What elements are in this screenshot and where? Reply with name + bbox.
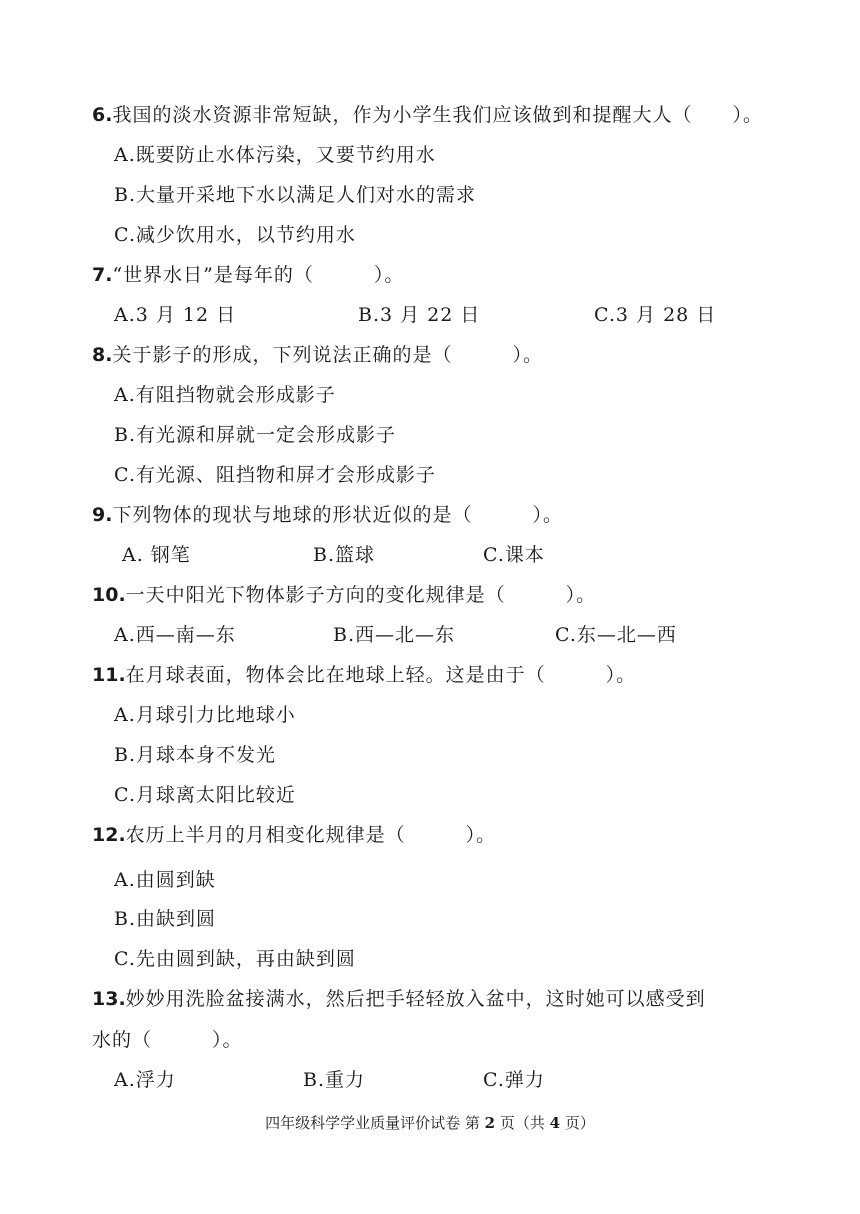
question-12-stem	[92, 823, 496, 847]
footer-suffix: 页）	[564, 1114, 595, 1132]
question-8-option-a: A.有阻挡物就会形成影子	[114, 384, 336, 406]
question-9-option-a: A. 钢笔	[122, 544, 191, 566]
question-number: 6.	[92, 104, 113, 126]
footer-page-number: 2	[484, 1114, 496, 1132]
question-6-option-a: A.既要防止水体污染，又要节约用水	[114, 144, 436, 166]
question-12-option-c: C.先由圆到缺，再由缺到圆	[114, 948, 356, 970]
question-number: 9.	[92, 504, 113, 526]
question-8-option-b: B.有光源和屏就一定会形成影子	[114, 424, 397, 446]
question-text: 一天中阳光下物体影子方向的变化规律是（ ）。	[125, 584, 597, 606]
question-7-option-a: A.3 月 12 日	[114, 304, 237, 326]
question-number: 10.	[92, 584, 126, 606]
question-9-stem	[92, 503, 563, 527]
question-10-option-b: B.西—北—东	[333, 624, 456, 646]
question-13-option-b: B.重力	[303, 1069, 366, 1091]
question-12-option-b: B.由缺到圆	[114, 908, 217, 930]
question-7-option-c: C.3 月 28 日	[594, 304, 717, 326]
question-11-option-c: C.月球离太阳比较近	[114, 784, 296, 806]
question-6-option-c: C.减少饮用水，以节约用水	[114, 224, 356, 246]
question-text: 我国的淡水资源非常短缺，作为小学生我们应该做到和提醒大人（ ）。	[112, 104, 763, 126]
question-text: “世界水日”是每年的（ ）。	[112, 264, 405, 286]
question-number: 11.	[92, 664, 126, 686]
question-6-stem	[92, 103, 763, 127]
question-7-stem	[92, 263, 404, 287]
question-8-stem	[92, 343, 543, 367]
question-text: 妙妙用洗脸盆接满水，然后把手轻轻放入盆中，这时她可以感受到	[125, 988, 706, 1010]
footer-prefix: 四年级科学学业质量评价试卷 第	[265, 1114, 480, 1132]
question-7-option-b: B.3 月 22 日	[358, 304, 481, 326]
page-footer	[0, 1113, 860, 1133]
question-11-stem	[92, 663, 636, 687]
question-12-option-a: A.由圆到缺	[114, 869, 216, 891]
question-13-option-c: C.弹力	[483, 1069, 545, 1091]
question-13-stem-continued: 水的（ ）。	[92, 1029, 243, 1051]
question-text: 关于影子的形成，下列说法正确的是（ ）。	[112, 344, 543, 366]
question-10-option-c: C.东—北—西	[555, 624, 677, 646]
question-6-option-b: B.大量开采地下水以满足人们对水的需求	[114, 184, 477, 206]
question-8-option-c: C.有光源、阻挡物和屏才会形成影子	[114, 464, 436, 486]
question-11-option-b: B.月球本身不发光	[114, 744, 277, 766]
question-number: 12.	[92, 824, 126, 846]
footer-total-pages: 4	[549, 1114, 561, 1132]
question-11-option-a: A.月球引力比地球小	[114, 704, 296, 726]
footer-mid: 页（共	[499, 1114, 545, 1132]
question-10-stem	[92, 583, 596, 607]
question-10-option-a: A.西—南—东	[114, 624, 236, 646]
question-9-option-c: C.课本	[483, 544, 545, 566]
question-number: 7.	[92, 264, 113, 286]
question-text: 在月球表面，物体会比在地球上轻。这是由于（ ）。	[125, 664, 637, 686]
question-9-option-b: B.篮球	[313, 544, 376, 566]
question-text: 下列物体的现状与地球的形状近似的是（ ）。	[112, 504, 563, 526]
question-13-option-a: A.浮力	[114, 1069, 176, 1091]
question-number: 13.	[92, 988, 126, 1010]
question-text: 农历上半月的月相变化规律是（ ）。	[125, 824, 497, 846]
question-number: 8.	[92, 344, 113, 366]
question-13-stem	[92, 987, 706, 1011]
